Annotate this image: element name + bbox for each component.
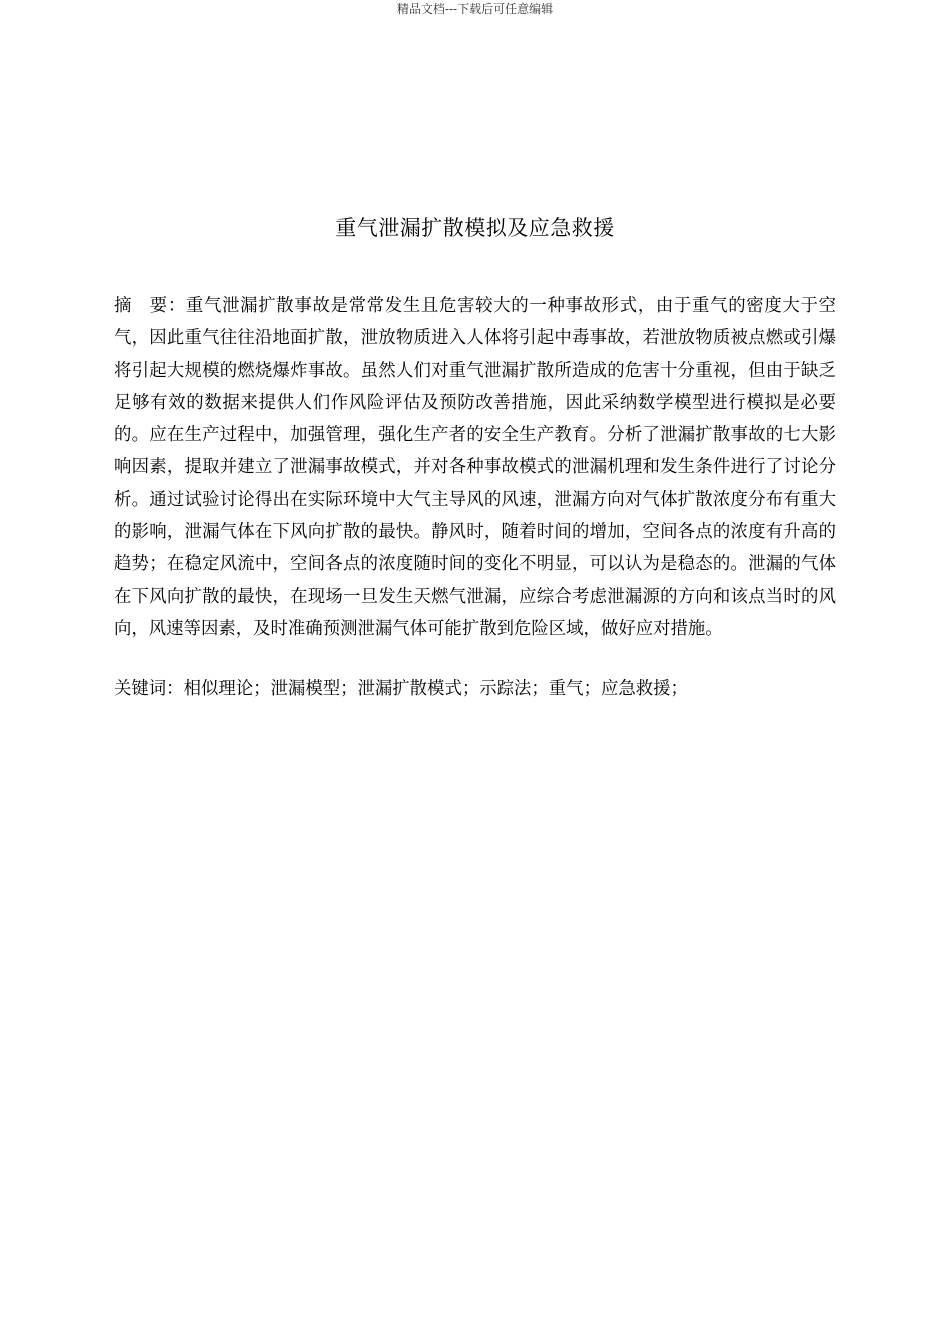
abstract-label-second: 要： — [149, 296, 186, 316]
abstract-label-first: 摘 — [114, 296, 133, 316]
abstract-paragraph — [114, 290, 836, 645]
keywords-label: 关键词： — [114, 679, 184, 699]
document-title: 重气泄漏扩散模拟及应急救援 — [335, 216, 615, 240]
keywords-text: 相似理论；泄漏模型；泄漏扩散模式；示踪法；重气；应急救援； — [183, 679, 688, 699]
abstract-body: 重气泄漏扩散事故是常常发生且危害较大的一种事故形式，由于重气的密度大于空气，因此重气往往沿地面扩散，泄放物质进入人体将引起中毒事故，若泄放物质被点燃或引爆将引起大规模的燃烧爆炸事故。虽然人们对重气泄漏扩散所造成的危害十分重视，但由于缺乏足够有效的数据来提供人们作风险评估及预防改善措施，因此采纳数学模型进行模拟是必要的。应在生产过程中，加强管理，强化生产者的安全生产教育。分析了泄漏扩散事故的七大影响因素，提取并建立了泄漏事故模式，并对各种事故模式的泄漏机理和发生条件进行了讨论分析。通过试验讨论得出在实际环境中大气主导风的风速，泄漏方向对气体扩散浓度分布有重大的影响，泄漏气体在下风向扩散的最快。静风时，随着时间的增加，空间各点的浓度有升高的趋势；在稳定风流中，空间各点的浓度随时间的变化不明显，可以认为是稳态的。泄漏的气体在下风向扩散的最快，在现场一旦发生天燃气泄漏，应综合考虑泄漏源的方向和该点当时的风向，风速等因素，及时准确预测泄漏气体可能扩散到危险区域，做好应对措施。 — [114, 296, 836, 639]
keywords-line — [114, 673, 836, 705]
page-header: 精品文档---下载后可任意编辑 — [396, 2, 554, 16]
